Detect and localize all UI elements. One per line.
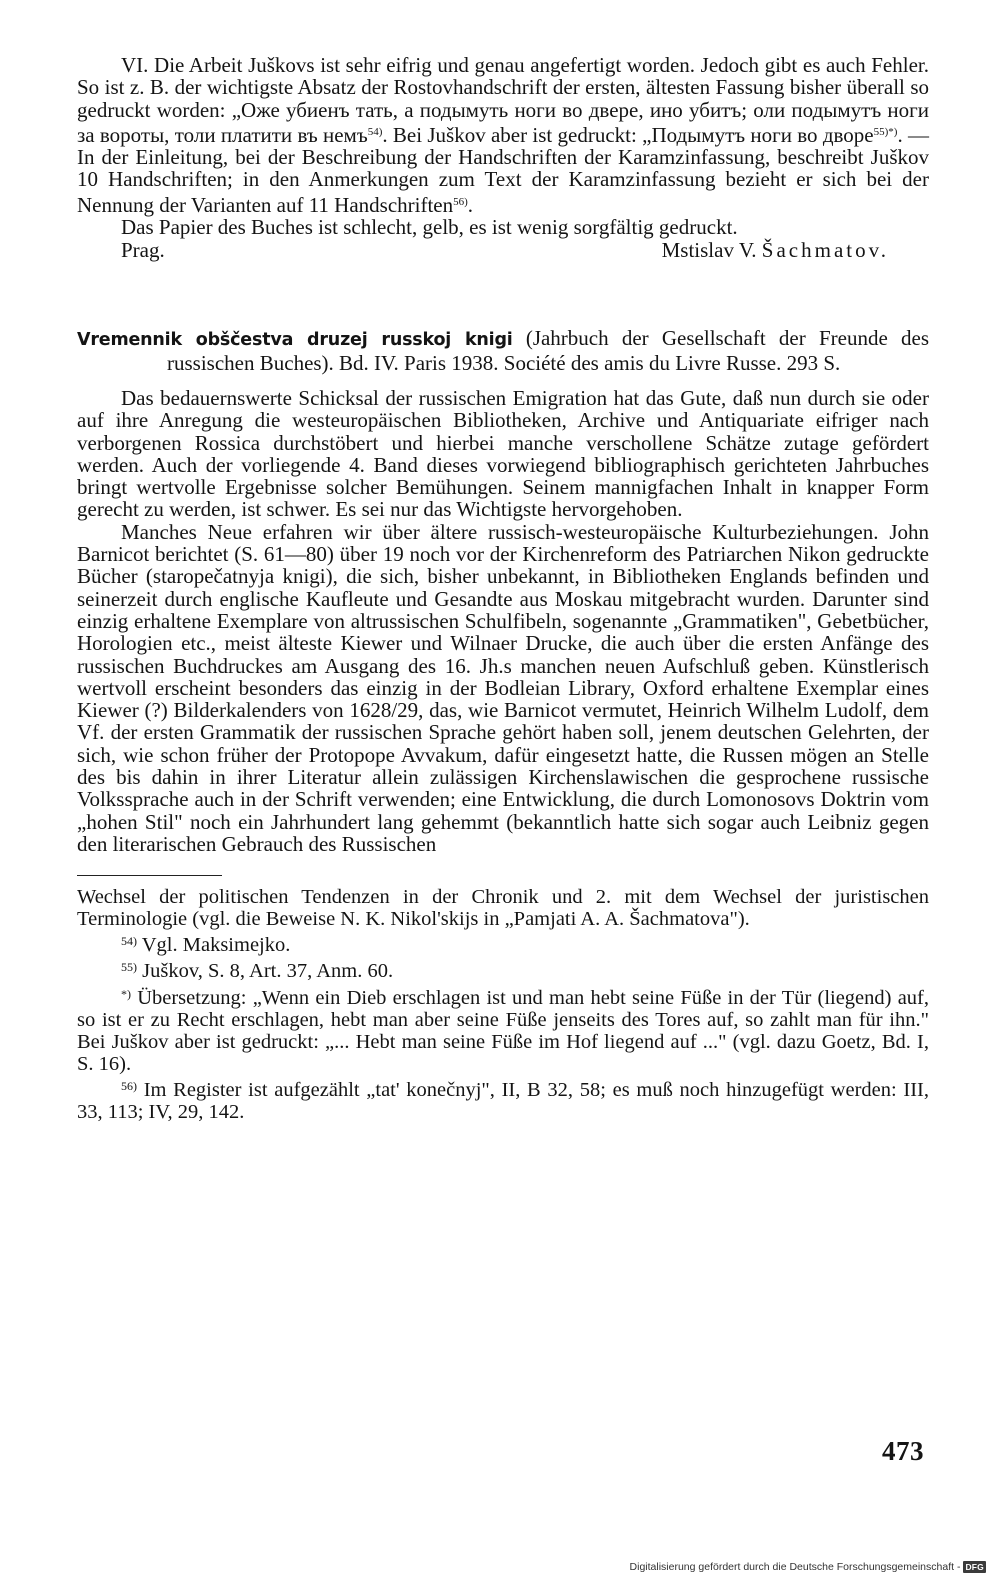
footnote-text-54: Vgl. Maksimejko. [137,934,291,957]
footnote-star [77,983,929,1075]
intro-text-c: . — In der Einleitung, bei der Beschreibung der Handschriften der Karamzinfassung, beschreibt Juškov 10 Handschriften; in den Anmerkungen zum Text der Karamzinfassung bezieht er sich bei der Nennung der Varianten auf 11 Handschriften [77,122,930,217]
footnote-continuation: Wechsel der politischen Tendenzen in der Chronik und 2. mit dem Wechsel der juristischen Terminologie (vgl. die Beweise N. K. Nikol'skijs in „Pamjati A. A. Šachmatova"). [77,886,929,931]
footnote-55 [77,956,929,982]
review-bibliographic-info: (Jahrbuch der Gesellschaft der Freunde des russischen Buches). Bd. IV. Paris 1938. Société des amis du Livre Russe. 293 S. [167,326,929,375]
document-page [77,54,929,1123]
footnote-54 [77,930,929,956]
signature [77,238,929,272]
footnote-mark-56: 56) [121,1078,137,1093]
footnote-text-56: Im Register ist aufgezählt „tat' konečnyj", II, B 32, 58; es muß noch hinzugefügt werden: III, 33, 113; IV, 29, 142. [77,1078,929,1124]
review-heading [77,327,929,374]
footnotes [77,886,929,1123]
footnote-mark-star: *) [121,986,131,1001]
review-title: Vremennik obščestva druzej russkoj knigi [77,330,513,351]
footnote-mark-55: 55) [121,960,137,975]
intro-paragraph-1 [77,54,929,216]
review-body [77,387,929,855]
footnote-ref-star[interactable]: *) [888,125,898,138]
intro-text-a: VI. Die Arbeit Juškovs ist sehr eifrig und genau angefertigt worden. Jedoch gibt es auch Fehler. So ist z. B. der wichtigste Absatz der Rostovhandschrift der ersten, ältesten Fassung bisher überall so gedruckt worden: „Оже убиенъ тать, а подымуть ноги во двере, ино убитъ; оли подымутъ ноги за вороты, толи платити въ немъ [77,53,929,147]
footnote-56 [77,1075,929,1123]
footnote-ref-55[interactable]: 55) [873,125,889,138]
author-first: Mstislav V. [661,238,757,263]
footnote-text-star: Übersetzung: „Wenn ein Dieb erschlagen ist und man hebt seine Füße in der Tür (liegend) auf, so ist er zu Recht erschlagen, hebt man aber seine Füße jenseits des Tores auf, so zahlt man für ihn." Bei Juškov aber ist gedruckt: „... Hebt man seine Füße im Hof liegend auf ..." (vgl. dazu Goetz, Bd. I, S. 16). [77,986,929,1075]
footer-credit: Digitalisierung gefördert durch die Deutsche Forschungsgemeinschaft - [629,1561,961,1573]
review-paragraph-2: Manches Neue erfahren wir über ältere russisch-westeuropäische Kulturbeziehungen. John Barnicot berichtet (S. 61—80) über 19 noch vor der Kirchenreform des Patriarchen Nikon gedruckte Bücher (staropečatnyja knigi), die sich, bisher unbekannt, in Bibliotheken Englands befinden und seinerzeit durch englische Kaufleute und Gesandte aus Moskau mitgebracht wurden. Darunter sind einzig erhaltene Exemplare von altrussischen Schulfibeln, sogenannte „Grammatiken", Gebetbücher, Horologien etc., meist älteste Kiewer und Wilnaer Drucke, die auch über die ersten Anfänge des russischen Buchdruckes am Ausgang des 16. Jh.s manchen neuen Aufschluß geben. Künstlerisch wertvoll erscheint besonders das einzig in der Bodleian Library, Oxford erhaltene Exemplar eines Kiewer (?) Bilderkalenders von 1628/29, das, wie Barnicot vermutet, Heinrich Wilhelm Ludolf, dem Vf. der ersten Grammatik der russischen Sprache gehört haben soll, jenem deutschen Gelehrten, der sich, wie schon früher der Protopope Avvakum, dafür eingesetzt hatte, die Russen mögen an Stelle des bis dahin in ihrer Literatur allein zulässigen Kirchenslawischen die gesprochene russische Volkssprache auch in der Schrift verwenden; eine Entwicklung, die durch Lomonosovs Doktrin vom „hohen Stil" noch ein Jahrhundert lang gehemmt (bekanntlich hatte sich sogar auch Leibniz gegen den literarischen Gebrauch des Russischen [77,519,929,856]
footnote-text-55: Juškov, S. 8, Art. 37, Anm. 60. [137,960,394,983]
intro-text-d: . [467,192,474,217]
intro-paragraph-2: Das Papier des Buches ist schlecht, gelb, es ist wenig sorgfältig gedruckt. [121,215,738,240]
footnote-ref-56[interactable]: 56) [453,195,468,208]
footnote-divider [77,875,222,876]
signature-place: Prag. [121,238,165,263]
review-paragraph-1: Das bedauernswerte Schicksal der russischen Emigration hat das Gute, daß nun durch sie oder auf ihre Anregung die westeuropäischen Bibliotheken, Archive und Antiquariate eifriger nach verborgenen Rossica durchstöbert und hierbei manche verschollene Schätze zutage gefördert werden. Auch der vorliegende 4. Band dieses vorwiegend bibliographisch gerichteten Jahrbuches bringt wertvolle Ergebnisse solcher Bemühungen. Seinem mannigfachen Inhalt in knapper Form gerecht zu werden, ist schwer. Es sei nur das Wichtigste hervorgehoben. [77,385,929,522]
page-number: 473 [882,1436,924,1466]
footnote-ref-54[interactable]: 54) [367,125,383,138]
dfg-logo-icon: DFG [965,1562,984,1572]
footnote-mark-54: 54) [121,934,137,949]
author-last: Šachmatov. [761,238,889,263]
digitization-footer [630,1561,986,1573]
signature-author [662,238,889,263]
intro-text-b: . Bei Juškov aber ist gedruckt: „Подымутъ ноги во дворе [382,122,874,147]
